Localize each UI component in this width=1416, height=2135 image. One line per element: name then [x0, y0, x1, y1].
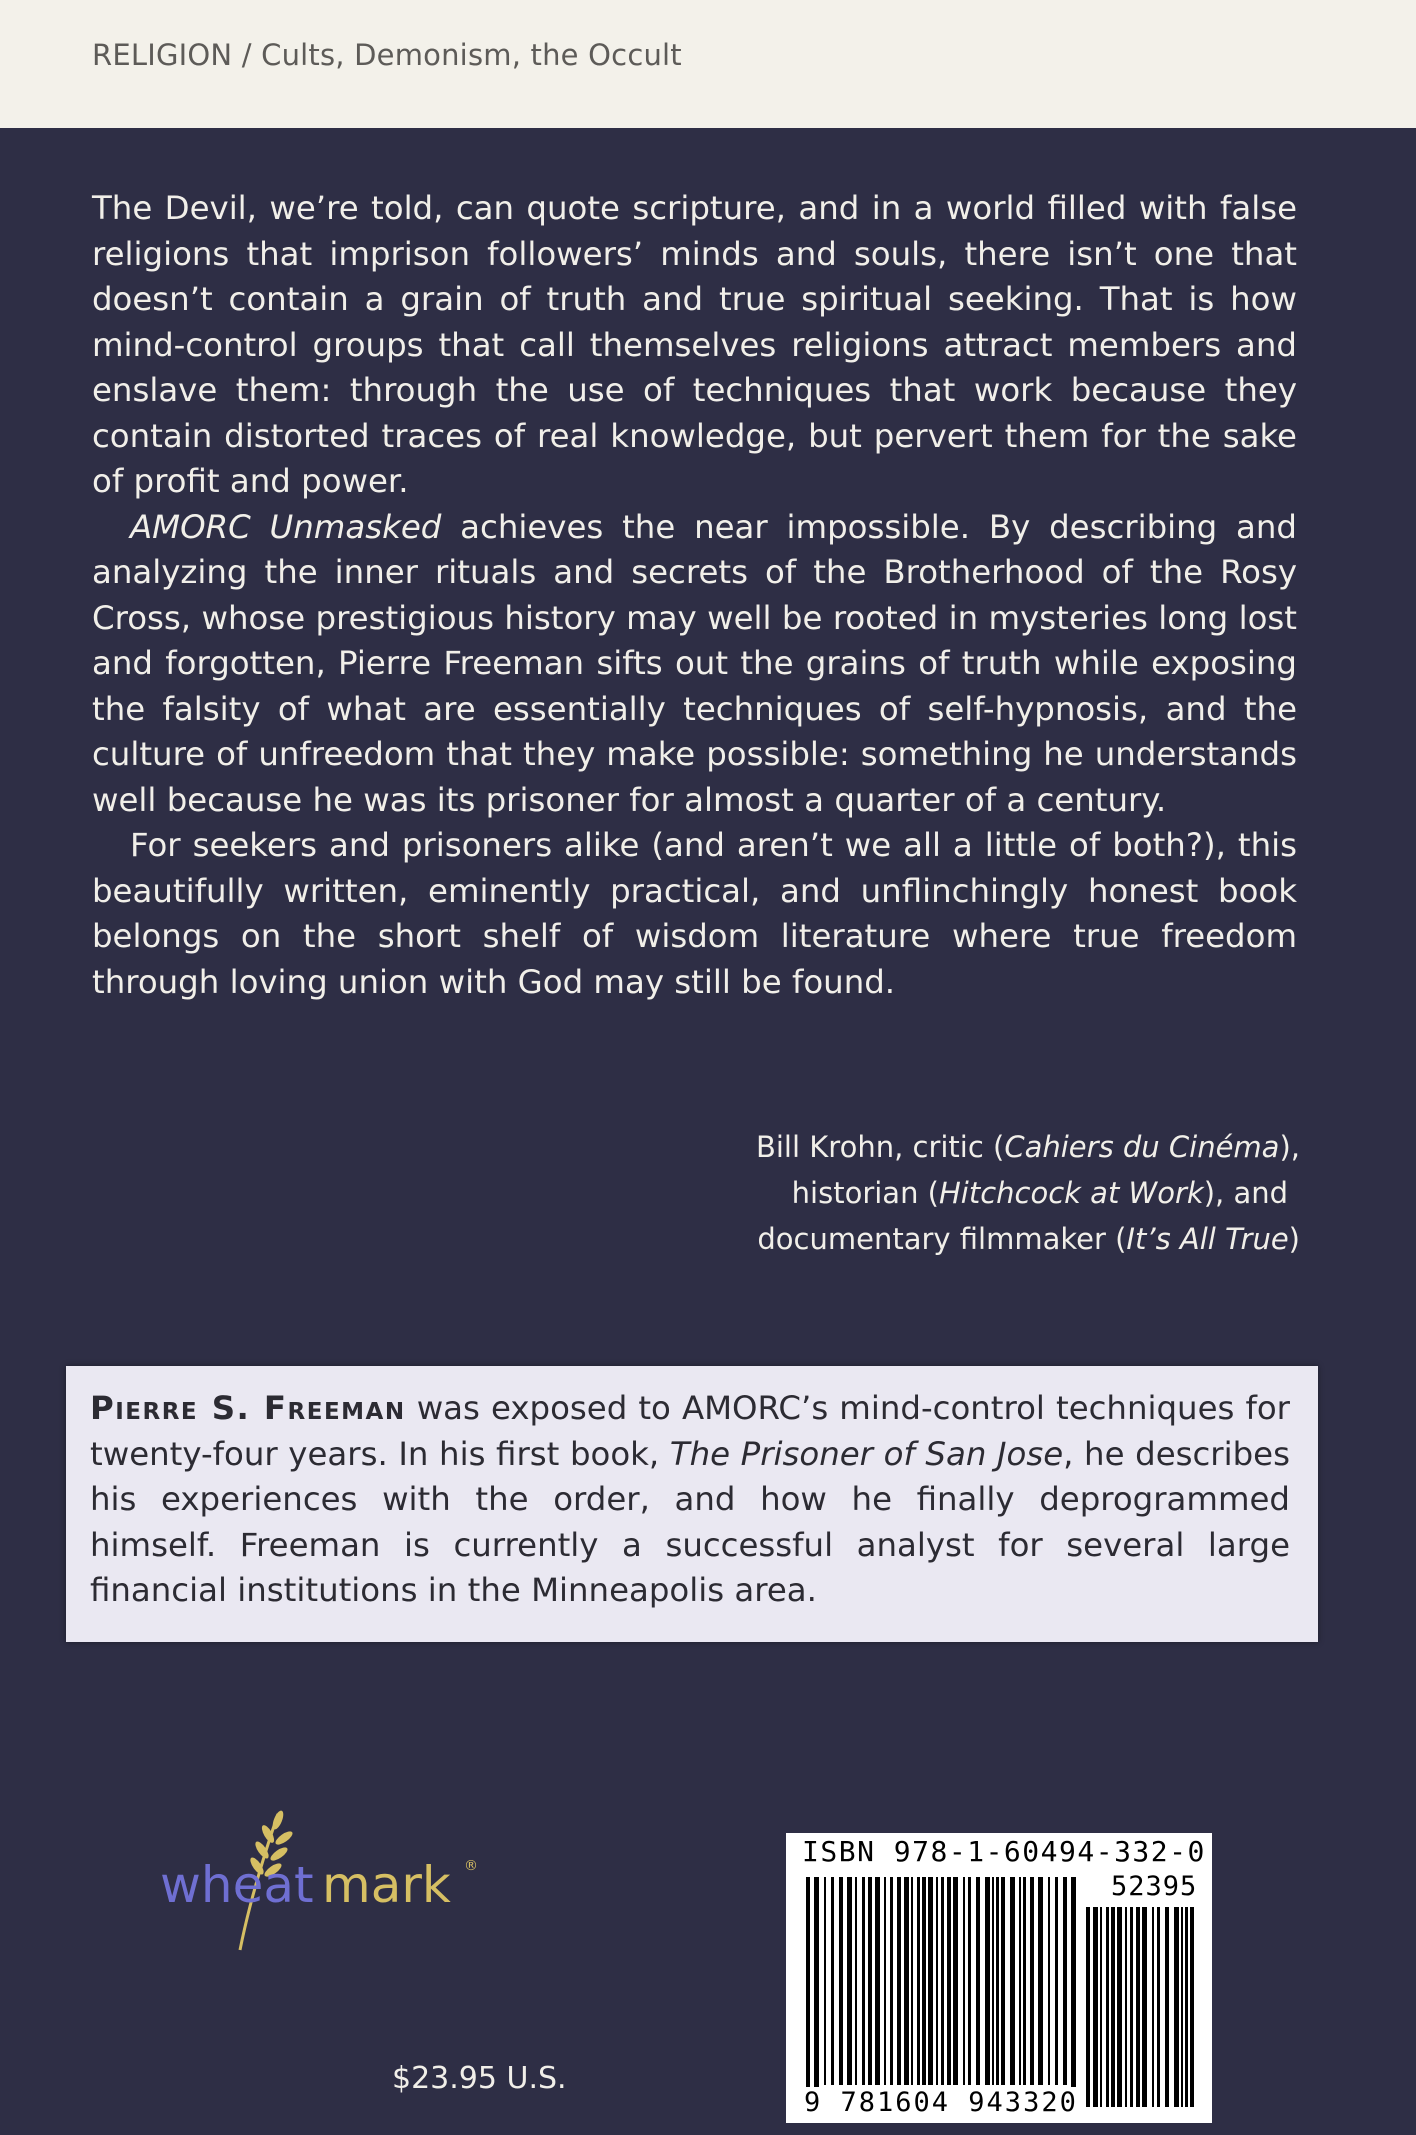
category-strip — [0, 0, 1416, 128]
barcode-bar — [1100, 1907, 1102, 2107]
barcode-price-code: 52395 — [1111, 1871, 1198, 1902]
retail-price: $23.95 U.S. — [392, 2061, 567, 2096]
blurb-paragraph-3: For seekers and prisoners alike (and aren’t we all a little of both?), this beautifully written, eminently practical, and unflinchingly honest book belongs on the short shelf of wisdom literature where true freedom through loving union with God may still be found. — [92, 826, 1297, 1001]
barcode-bar — [1071, 1877, 1076, 2099]
attribution-line-2: historian (Hitchcock at Work), and — [791, 1176, 1288, 1210]
barcode-bar — [875, 1877, 880, 2085]
barcode-bar — [884, 1877, 886, 2085]
barcode-bar — [831, 1877, 834, 2085]
barcode-bar — [1136, 1907, 1140, 2107]
barcode-bar — [1055, 1877, 1058, 2085]
first-book-title: The Prisoner of San Jose — [669, 1434, 1064, 1473]
attribution-line-1: Bill Krohn, critic (Cahiers du Cinéma), — [755, 1130, 1300, 1164]
barcode-bar — [1023, 1877, 1026, 2085]
author-bio-text: Pierre S. Freeman was exposed to AMORC’s mind-control techniques for twenty-four years. In his first book, The Prisoner of San Jose, he describes his experiences with the order, and how he finally deprogrammed himself. Freeman is currently a successful analyst for several large financial institutions in the Minneapolis area. — [90, 1389, 1290, 1609]
author-name: Pierre S. Freeman — [90, 1389, 406, 1427]
barcode-bar — [862, 1877, 865, 2085]
barcode-bar — [1038, 1877, 1043, 2085]
barcode-bar — [1142, 1907, 1147, 2107]
barcode-bar — [992, 1877, 994, 2085]
barcode-bar — [947, 1877, 951, 2085]
author-bio-box — [66, 1366, 1318, 1642]
barcode-bar — [1174, 1907, 1179, 2107]
barcode-bar — [922, 1877, 926, 2085]
barcode-bar — [1019, 1877, 1021, 2085]
barcode-bar — [968, 1877, 971, 2085]
barcode-bar — [897, 1877, 901, 2085]
blurb-paragraph-1: The Devil, we’re told, can quote scripture, and in a world filled with false religions that imprison followers’ minds and souls, there isn’t one that doesn’t contain a grain of truth and true spiritual seeking. That is how mind-control groups that call themselves religions attract members and enslave them: through the use of techniques that work because they contain distorted traces of real knowledge, but pervert them for the sake of profit and power. — [92, 189, 1297, 500]
barcode-bar — [1106, 1907, 1109, 2107]
barcode-bar — [847, 1877, 852, 2085]
barcode-bar — [890, 1877, 893, 2085]
wheatmark-logo — [160, 1800, 500, 1970]
barcode-bar — [1048, 1877, 1050, 2085]
barcode-bar — [1117, 1907, 1122, 2107]
barcode-bar — [1125, 1907, 1127, 2107]
barcode-bar — [1093, 1907, 1098, 2107]
barcode-bar — [917, 1877, 920, 2085]
endorsement-attribution — [560, 1124, 1300, 1262]
barcode-bar — [868, 1877, 872, 2085]
book-category: RELIGION / Cults, Demonism, the Occult — [92, 38, 682, 72]
barcode-bar — [1001, 1877, 1005, 2085]
barcode-bar — [1111, 1907, 1115, 2107]
barcode-bar — [1063, 1877, 1067, 2085]
book-blurb — [92, 186, 1297, 1005]
logo-word-mark: mark — [322, 1856, 451, 1914]
blurb-paragraph-2-text: achieves the near impossible. By describing and analyzing the inner rituals and secrets of the Brotherhood of the Rosy Cross, whose prestigious history may well be rooted in mysteries long lost and forgotten, Pierre Freeman sifts out the grains of truth while exposing the falsity of what are essentially techniques of self-hypnosis, and the culture of unfreedom that they make possible: something he understands well because he was its prisoner for almost a quarter of a century. — [92, 507, 1297, 819]
barcode-bar — [824, 1877, 826, 2085]
barcode-bar — [1130, 1907, 1133, 2107]
barcode-bar — [928, 1877, 933, 2085]
barcode-bar — [1086, 1907, 1090, 2107]
barcode-bar — [1157, 1907, 1160, 2107]
barcode-bar — [1010, 1877, 1015, 2085]
barcode-bar — [1152, 1907, 1154, 2107]
isbn-barcode — [786, 1833, 1212, 2123]
logo-word-wheat: wheat — [160, 1856, 314, 1914]
blurb-paragraph-2 — [92, 505, 1297, 824]
barcode-bar — [976, 1877, 980, 2085]
barcode-bar — [996, 1877, 999, 2085]
barcode-bar — [953, 1877, 958, 2085]
barcode-bar — [911, 1877, 913, 2085]
barcode-bar — [1185, 1907, 1188, 2107]
barcode-bar — [963, 1877, 965, 2085]
attribution-line-3: documentary filmmaker (It’s All True) — [757, 1222, 1300, 1256]
barcode-bar — [941, 1877, 944, 2085]
barcode-bar — [839, 1877, 843, 2085]
barcode-bar — [1190, 1907, 1194, 2107]
isbn-label: ISBN 978-1-60494-332-0 — [802, 1835, 1206, 1868]
barcode-bar — [814, 1877, 819, 2099]
barcode-bar — [985, 1877, 990, 2085]
barcode-digits: 9 781604 943320 — [804, 2087, 1078, 2118]
barcode-bar — [1030, 1877, 1034, 2085]
barcode-bar — [806, 1877, 810, 2099]
book-title: AMORC Unmasked — [130, 507, 442, 546]
barcode-bar — [1181, 1907, 1183, 2107]
barcode-bar — [1165, 1907, 1169, 2107]
barcode-bar — [855, 1877, 857, 2085]
registered-mark: ® — [464, 1858, 478, 1874]
barcode-bar — [904, 1877, 909, 2085]
barcode-bar — [936, 1877, 938, 2085]
